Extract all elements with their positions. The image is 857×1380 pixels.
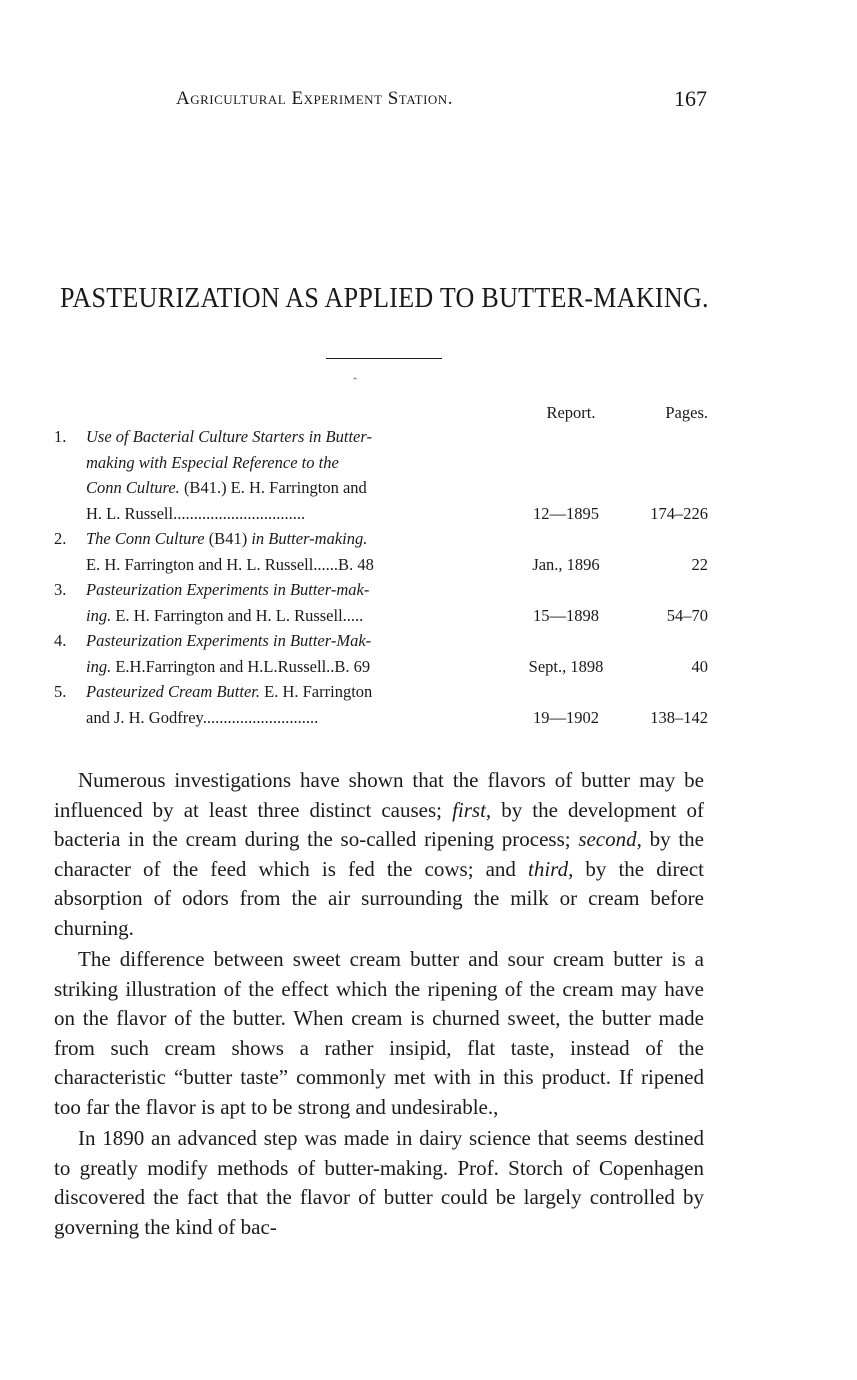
bibliography-table <box>54 402 714 730</box>
entry-pages: 138–142 <box>650 707 708 727</box>
citation-line <box>54 577 510 603</box>
column-header-pages: Pages. <box>665 403 708 422</box>
paragraph-text: by the character of the feed which is fed the cows; and <box>54 827 704 881</box>
citation-plain: E.H.Farrington and H.L.Russell..B. 69 <box>111 656 371 676</box>
citation-italic: Pasteurized Cream Butter. <box>86 682 260 701</box>
citation-plain: H. L. Russell................................ <box>86 503 306 523</box>
citation-line <box>54 603 510 629</box>
citation-plain: E. H. Farrington and H. L. Russell..... <box>111 605 364 625</box>
emphasis: third, <box>528 856 574 881</box>
citation-plain: and J. H. Godfrey............................ <box>86 707 319 727</box>
emphasis: first, <box>452 797 492 822</box>
column-header-report: Report. <box>546 403 596 422</box>
body-text <box>54 766 704 1242</box>
citation-line <box>54 526 510 552</box>
citation-line <box>54 705 510 731</box>
entry-citation <box>54 679 510 730</box>
entry-number: 5. <box>54 682 67 701</box>
entry-citation <box>54 628 510 679</box>
entry-citation <box>54 526 510 577</box>
entry-number: 1. <box>54 427 67 446</box>
entry-pages: 40 <box>691 656 708 676</box>
entry-report: 15—1898 <box>533 605 599 625</box>
bibliography-entries <box>54 424 714 730</box>
citation-line <box>54 501 510 527</box>
page-number: 167 <box>674 86 707 111</box>
entry-pages: 174–226 <box>650 503 708 523</box>
bibliography-entry <box>54 679 714 730</box>
citation-line <box>54 552 510 578</box>
body-paragraph <box>54 766 704 943</box>
citation-line <box>54 450 510 476</box>
citation-plain: (B41.) E. H. Farrington and <box>179 478 367 497</box>
paragraph-text: The difference between sweet cream butter and sour cream butter is a striking illustration of the effect which the ripening of the cream may have on the flavor of the butter. When cream is churned sweet, the butter made from such cream shows a rather insipid, flat taste, instead of the characteristic “butter taste” commonly met with in this product. If ripened too far the flavor is apt to be strong and undesirable., <box>54 947 704 1119</box>
paragraph-text: by the direct absorption of odors from the air surrounding the milk or cream before churning. <box>54 856 704 940</box>
citation-italic: making with Especial Reference to the <box>86 452 339 472</box>
bibliography-entry <box>54 577 714 628</box>
running-title: Agricultural Experiment Station. <box>176 88 453 109</box>
bibliography-entry <box>54 628 714 679</box>
citation-italic: in Butter-making. <box>251 529 368 548</box>
citation-italic: ing. <box>86 656 112 676</box>
entry-number: 4. <box>54 631 67 650</box>
bibliography-entry <box>54 526 714 577</box>
entry-citation <box>54 577 510 628</box>
entry-report: Jan., 1896 <box>532 554 600 574</box>
entry-report: 12—1895 <box>533 503 599 523</box>
citation-italic: Use of Bacterial Culture Starters in Butter- <box>86 427 372 446</box>
body-paragraph <box>54 1124 704 1242</box>
citation-italic: Pasteurization Experiments in Butter-Mak- <box>86 631 372 650</box>
article-title: PASTEURIZATION AS APPLIED TO BUTTER-MAKING. <box>60 283 709 314</box>
entry-number: 2. <box>54 529 67 548</box>
title-rule <box>326 358 442 359</box>
paragraph-text: In 1890 an advanced step was made in dairy science that seems destined to greatly modify methods of butter-making. Prof. Storch of Copenhagen discovered the fact that the flavor of butter could be largely controlled by governing the kind of bac- <box>54 1126 704 1239</box>
entry-report: Sept., 1898 <box>528 656 604 676</box>
entry-number: 3. <box>54 580 67 599</box>
citation-line <box>54 628 510 654</box>
citation-italic: The Conn Culture <box>86 529 205 548</box>
citation-plain: (B41) <box>204 529 252 548</box>
citation-italic: Pasteurization Experiments in Butter-mak- <box>86 580 370 599</box>
paragraph-text: by the development of bacteria in the cream during the so-called ripening process; <box>54 797 704 851</box>
citation-plain: E. H. Farrington <box>260 682 373 701</box>
citation-italic: ing. <box>86 605 112 625</box>
citation-line <box>54 475 510 501</box>
bibliography-entry <box>54 424 714 526</box>
entry-citation <box>54 424 510 526</box>
entry-pages: 54–70 <box>666 605 708 625</box>
body-paragraph <box>54 945 704 1122</box>
citation-line <box>54 424 510 450</box>
citation-line <box>54 679 510 705</box>
running-head <box>0 88 857 116</box>
emphasis: second, <box>578 827 642 851</box>
bibliography-header <box>54 402 714 424</box>
citation-italic: Conn Culture. <box>86 478 180 497</box>
paragraph-text: Numerous investigations have shown that the flavors of butter may be influenced by at least three distinct causes; <box>54 768 704 822</box>
entry-report: 19—1902 <box>533 707 599 727</box>
rule-mark: ꞈ <box>353 366 357 380</box>
citation-plain: E. H. Farrington and H. L. Russell......B. 48 <box>86 554 374 574</box>
citation-line <box>54 654 510 680</box>
entry-pages: 22 <box>691 554 708 574</box>
